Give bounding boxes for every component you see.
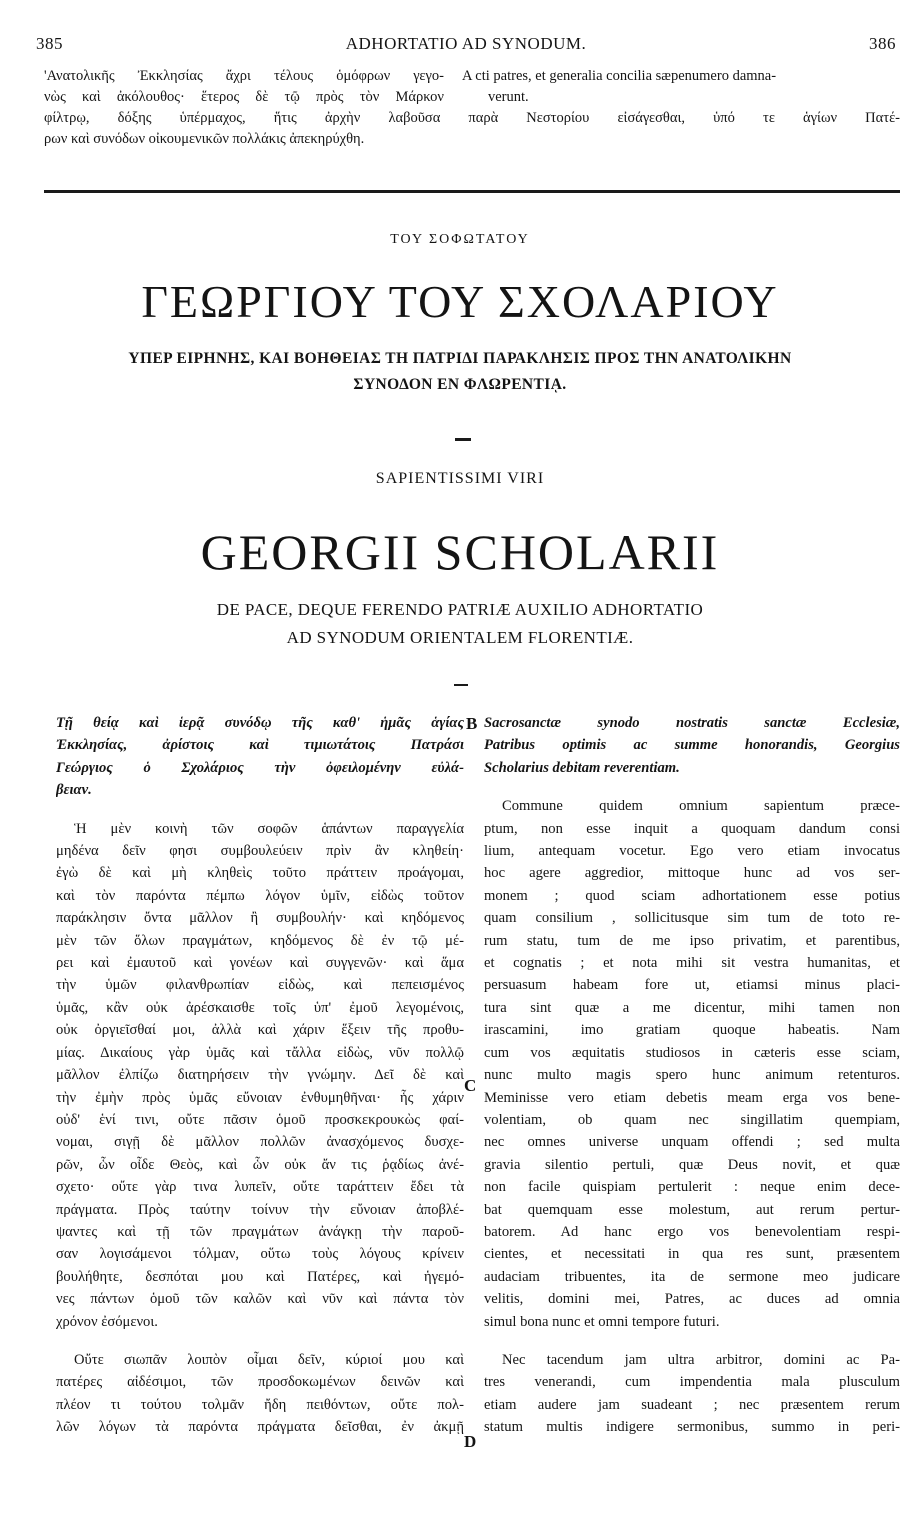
latin-salutation-line: Patribus optimis ac summe honorandis, Georgius bbox=[484, 737, 900, 754]
separator-dash bbox=[455, 438, 471, 441]
greek-para1-line: βουλήθητε, δεσπόται μου καὶ Πατέρες, καὶ ἡγεμό- bbox=[56, 1268, 464, 1285]
greek-salutation-line: Τῇ θείᾳ καὶ ἱερᾷ συνόδῳ τῆς καθ' ἡμᾶς ἁγίας bbox=[56, 715, 464, 731]
latin-para1-line: ptum, non esse inquit a quoquam dandum consi bbox=[484, 820, 900, 837]
latin-column bbox=[484, 712, 900, 1439]
greek-para1-line: μίας. Δικαίους γὰρ ὑμᾶς καὶ τἄλλα εἰδὼς, νῦν πολλῷ bbox=[56, 1044, 464, 1061]
latin-para2-line: etiam audere jam suadeant ; nec præsentem rerum bbox=[484, 1396, 900, 1413]
latin-para2-line: Nec tacendum jam ultra arbitror, domini ac Pa- bbox=[502, 1351, 900, 1368]
greek-para1-line: ρῶν, ὧν οἶδε Θεὸς, καὶ ὧν οὐκ ἄν τις ῥᾳδίως ἀνέ- bbox=[56, 1156, 464, 1173]
greek-para1-line: μὲν τῶν ὅλων πραγμάτων, κηδόμενος δὲ ἐν τῷ μέ- bbox=[56, 932, 464, 949]
greek-para1-line: μηδένα δεῖν φησι συμβουλεύειν πρὶν ἂν κληθείη· bbox=[56, 843, 464, 860]
latin-salutation-line: Scholarius debitam reverentiam. bbox=[484, 759, 680, 776]
latin-para1-line: et cognatis ; et nota mihi sit vestra humanitas, et bbox=[484, 955, 900, 972]
greek-para1-line: Ἡ μὲν κοινὴ τῶν σοφῶν ἁπάντων παραγγελία bbox=[74, 820, 464, 837]
latin-para1-line: batorem. Ad hanc ergo vos benevolentiam respi- bbox=[484, 1223, 900, 1240]
greek-para1-line: ψαντες καὶ τῇ τῶν πραγμάτων ἀνάγκῃ τὴν παροῦ- bbox=[56, 1223, 464, 1240]
greek-salutation-line: Γεώργιος ὁ Σχολάριος τὴν ὀφειλομένην εὐλά- bbox=[56, 759, 464, 776]
latin-para1-line: audaciam tribuentes, ita de sermone meo judicare bbox=[484, 1268, 900, 1285]
margin-marker-d: D bbox=[464, 1432, 477, 1451]
latin-para1-line: non facile quispiam pertulerit : neque enim dece- bbox=[484, 1179, 900, 1196]
greek-para1-line: τὴν ἐμὴν πρὸς ὑμᾶς εὔνοιαν ἐνθυμηθῆναι· ἧς χάριν bbox=[56, 1089, 464, 1106]
latin-para1-line: cum vos æquitatis studiosos in cæteris esse sciam, bbox=[484, 1044, 900, 1061]
latin-subtitle bbox=[40, 596, 880, 652]
greek-para1-line: τὴν ὑμῶν φιλανθρωπίαν εἰδὼς, καὶ πεπεισμένος bbox=[56, 977, 464, 994]
greek-salutation-line: Ἐκκλησίας, ἀρίστοις καὶ τιμιωτάτοις Πατράσι bbox=[56, 737, 464, 754]
running-head bbox=[36, 34, 896, 60]
greek-pre-title: ΤΟΥ ΣΟΦΩΤΑΤΟΥ bbox=[390, 232, 530, 247]
latin-pre-title: SAPIENTISSIMI VIRI bbox=[375, 470, 545, 487]
latin-para1-line: cientes, et necessitati in qua res sunt, præsentem bbox=[484, 1246, 900, 1263]
greek-para1-line: ὑμᾶς, κἂν οὐκ ἀρέσκαισθε τοῖς ὑπ' ἐμοῦ λεγομένοις, bbox=[56, 999, 464, 1016]
greek-para1-line: σαν λογισάμενοι τόλμαν, οὕτω τοὺς λόγους κρίνειν bbox=[56, 1246, 464, 1263]
top-note-text: cti patres, et generalia concilia sæpenumero damna- bbox=[475, 68, 777, 84]
latin-salutation-line: Sacrosanctæ synodo nostratis sanctæ Ecclesiæ, bbox=[484, 715, 900, 731]
greek-para1-line: ἐγὼ δὲ καὶ μὴ κληθεὶς τοῦτο πράττειν προάγομαι, bbox=[56, 865, 464, 882]
greek-para1-line: παράκλησιν ὄντα μᾶλλον ἢ συμβουλήν· καὶ κηδόμενος bbox=[56, 910, 464, 927]
latin-para2-line: statum multis indigere sermonibus, summo in peri- bbox=[484, 1419, 900, 1436]
greek-para1-line: νομαι, σιγῇ δὲ μᾶλλον πολλῶν ἀνασχόμενος δυσχε- bbox=[56, 1134, 464, 1151]
top-note-line: 'Ανατολικῆς Ἐκκλησίας ἄχρι τέλους ὁμόφρων γεγο- bbox=[44, 68, 444, 84]
greek-para1-line: νες πάντων ὁμοῦ τῶν καλῶν καὶ νῦν καὶ πάντα τὸν bbox=[56, 1291, 464, 1308]
top-note-line: ρων καὶ συνόδων οἰκουμενικῶν πολλάκις ἀπεκηρύχθη. bbox=[44, 131, 365, 147]
greek-column bbox=[56, 712, 464, 1439]
latin-para1-line: volentiam, ob quam nec singillatim quempiam, bbox=[484, 1111, 900, 1128]
greek-para1-line: οὐκ ὀργιεῖσθαί μοι, ἀλλὰ καὶ χάριν ἕξειν τῆς προθυ- bbox=[56, 1022, 464, 1039]
latin-para1-line: simul bona nunc et omni tempore futuri. bbox=[484, 1313, 720, 1330]
latin-para1-line: Meminisse vero etiam debetis meam erga vos bene- bbox=[484, 1089, 900, 1106]
greek-para2-line: Οὔτε σιωπᾶν λοιπὸν οἶμαι δεῖν, κύριοί μου καὶ bbox=[74, 1351, 464, 1368]
latin-para1-line: hoc agere aggredior, mittoque hunc ad vos ser- bbox=[484, 865, 900, 882]
greek-para2-line: λῶν λόγων τὰ παρόντα πράγματα δεῖσθαι, ἐν ἀκμῇ bbox=[56, 1419, 464, 1436]
latin-para1-line: Commune quidem omnium sapientum præce- bbox=[502, 798, 900, 815]
greek-para2-line: πλέον τι τούτου τολμᾶν ἤδη πειθόντων, οὔτε πολ- bbox=[56, 1396, 464, 1413]
separator-dash bbox=[454, 684, 468, 686]
greek-para1-line: οὐδ' ἑνί τινι, οὔτε πᾶσιν ὁμοῦ προσκεκρουκὼς φαί- bbox=[56, 1111, 464, 1128]
latin-para1-line: bat quemquam esse molestum, aut rerum pertur- bbox=[484, 1201, 900, 1218]
greek-para1-line: πράγματα. Πρὸς ταύτην τοίνυν τὴν εὔνοιαν ἀποβλέ- bbox=[56, 1201, 464, 1218]
greek-salutation-line: βειαν. bbox=[56, 782, 92, 799]
latin-para1-line: quam consilium , sollicitusque sim tum de toto re- bbox=[484, 910, 900, 927]
paragraph-gap bbox=[56, 802, 464, 818]
latin-subtitle-line: DE PACE, DEQUE FERENDO PATRIÆ AUXILIO ADHORTATIO bbox=[216, 600, 704, 619]
latin-para2-line: tres venerandi, cum impendentia mala plusculum bbox=[484, 1374, 900, 1391]
margin-marker-a: A bbox=[462, 68, 472, 84]
latin-para1-line: rum statu, tum de me ipso privatim, et parentibus, bbox=[484, 932, 900, 949]
greek-subtitle-line: ΥΠΕΡ ΕΙΡΗΝΗΣ, ΚΑΙ ΒΟΗΘΕΙΑΣ ΤΗ ΠΑΤΡΙΔΙ ΠΑΡΑΚΛΗΣΙΣ ΠΡΟΣ ΤΗΝ ΑΝΑΤΟΛΙΚΗΝ bbox=[128, 350, 792, 367]
page-number-right: 386 bbox=[869, 34, 896, 53]
greek-subtitle bbox=[40, 346, 880, 398]
latin-title: GEORGII SCHOLARII bbox=[200, 524, 720, 580]
latin-para1-line: lium, antequam vocetur. Ego vero etiam invocatus bbox=[484, 843, 900, 860]
margin-marker-b: B bbox=[466, 714, 478, 733]
greek-para2-line: πατέρες αἰδέσιμοι, τῶν προσδοκωμένων δεινῶν καὶ bbox=[56, 1374, 464, 1391]
top-notes-latin bbox=[462, 66, 898, 108]
top-note-line bbox=[462, 66, 898, 87]
horizontal-rule bbox=[44, 190, 900, 193]
greek-para1-line: σχετο· οὔτε γὰρ τινα λυπεῖν, οὔτε ταράττειν ἔδει τὰ bbox=[56, 1179, 464, 1196]
latin-para1-line: tura sint quæ a me dicentur, mihi tamen non bbox=[484, 999, 900, 1016]
top-note-line: νὼς καὶ ἀκόλουθος· ἕτερος δὲ τῷ πρὸς τὸν Μάρκον bbox=[44, 89, 444, 105]
greek-subtitle-line: ΣΥΝΟΔΟΝ ΕΝ ΦΛΩΡΕΝΤΙᾼ. bbox=[353, 376, 567, 393]
paragraph-gap bbox=[56, 1333, 464, 1349]
latin-para1-line: monem ; quod sciam adhortationem esse potius bbox=[484, 887, 900, 904]
paragraph-gap bbox=[484, 779, 900, 795]
greek-para1-line: μᾶλλον ἐλπίζω διατηρήσειν τὴν γνώμην. Δεῖ δὲ καὶ bbox=[56, 1067, 464, 1084]
page-number-left: 385 bbox=[36, 34, 63, 53]
latin-para1-line: gravia silentio pertuli, quæ Deus novit, et quæ bbox=[484, 1156, 900, 1173]
margin-marker-c: C bbox=[464, 1076, 477, 1095]
top-note-line: φίλτρῳ, δόξης ὑπέρμαχος, ἥτις ἀρχὴν λαβοῦσα παρὰ Νεστορίου εἰσάγεσθαι, ὑπό τε ἁγίων Πατέ- bbox=[44, 110, 900, 126]
latin-subtitle-line: AD SYNODUM ORIENTALEM FLORENTIÆ. bbox=[286, 628, 634, 647]
greek-title: ΓΕΩΡΓΙΟΥ ΤΟΥ ΣΧΟΛΑΡΙΟΥ bbox=[141, 276, 779, 327]
latin-para1-line: velitis, domini mei, Patres, ac duces ad omnia bbox=[484, 1291, 900, 1308]
latin-para1-line: nunc multo magis spero hunc animum retenturos. bbox=[484, 1067, 900, 1084]
latin-para1-line: nec omnes universe unquam offendi ; sed multa bbox=[484, 1134, 900, 1151]
greek-para1-line: χρόνον ἐσόμενοι. bbox=[56, 1313, 158, 1330]
latin-para1-line: irascamini, imo gratiam quoque habeatis. Nam bbox=[484, 1022, 900, 1039]
greek-para1-line: ρει καὶ ἐμαυτοῦ καὶ γονέων καὶ συγγενῶν· καὶ ἅμα bbox=[56, 955, 464, 972]
greek-para1-line: καὶ τὸν παρόντα πέμπω λόγον ὑμῖν, εἰδὼς τοῦτον bbox=[56, 887, 464, 904]
latin-para1-line: persuasum habeam fore ut, etiamsi minus placi- bbox=[484, 977, 900, 994]
top-note-line: verunt. bbox=[488, 89, 529, 105]
running-title: ADHORTATIO AD SYNODUM. bbox=[345, 34, 587, 53]
paragraph-gap bbox=[484, 1333, 900, 1349]
